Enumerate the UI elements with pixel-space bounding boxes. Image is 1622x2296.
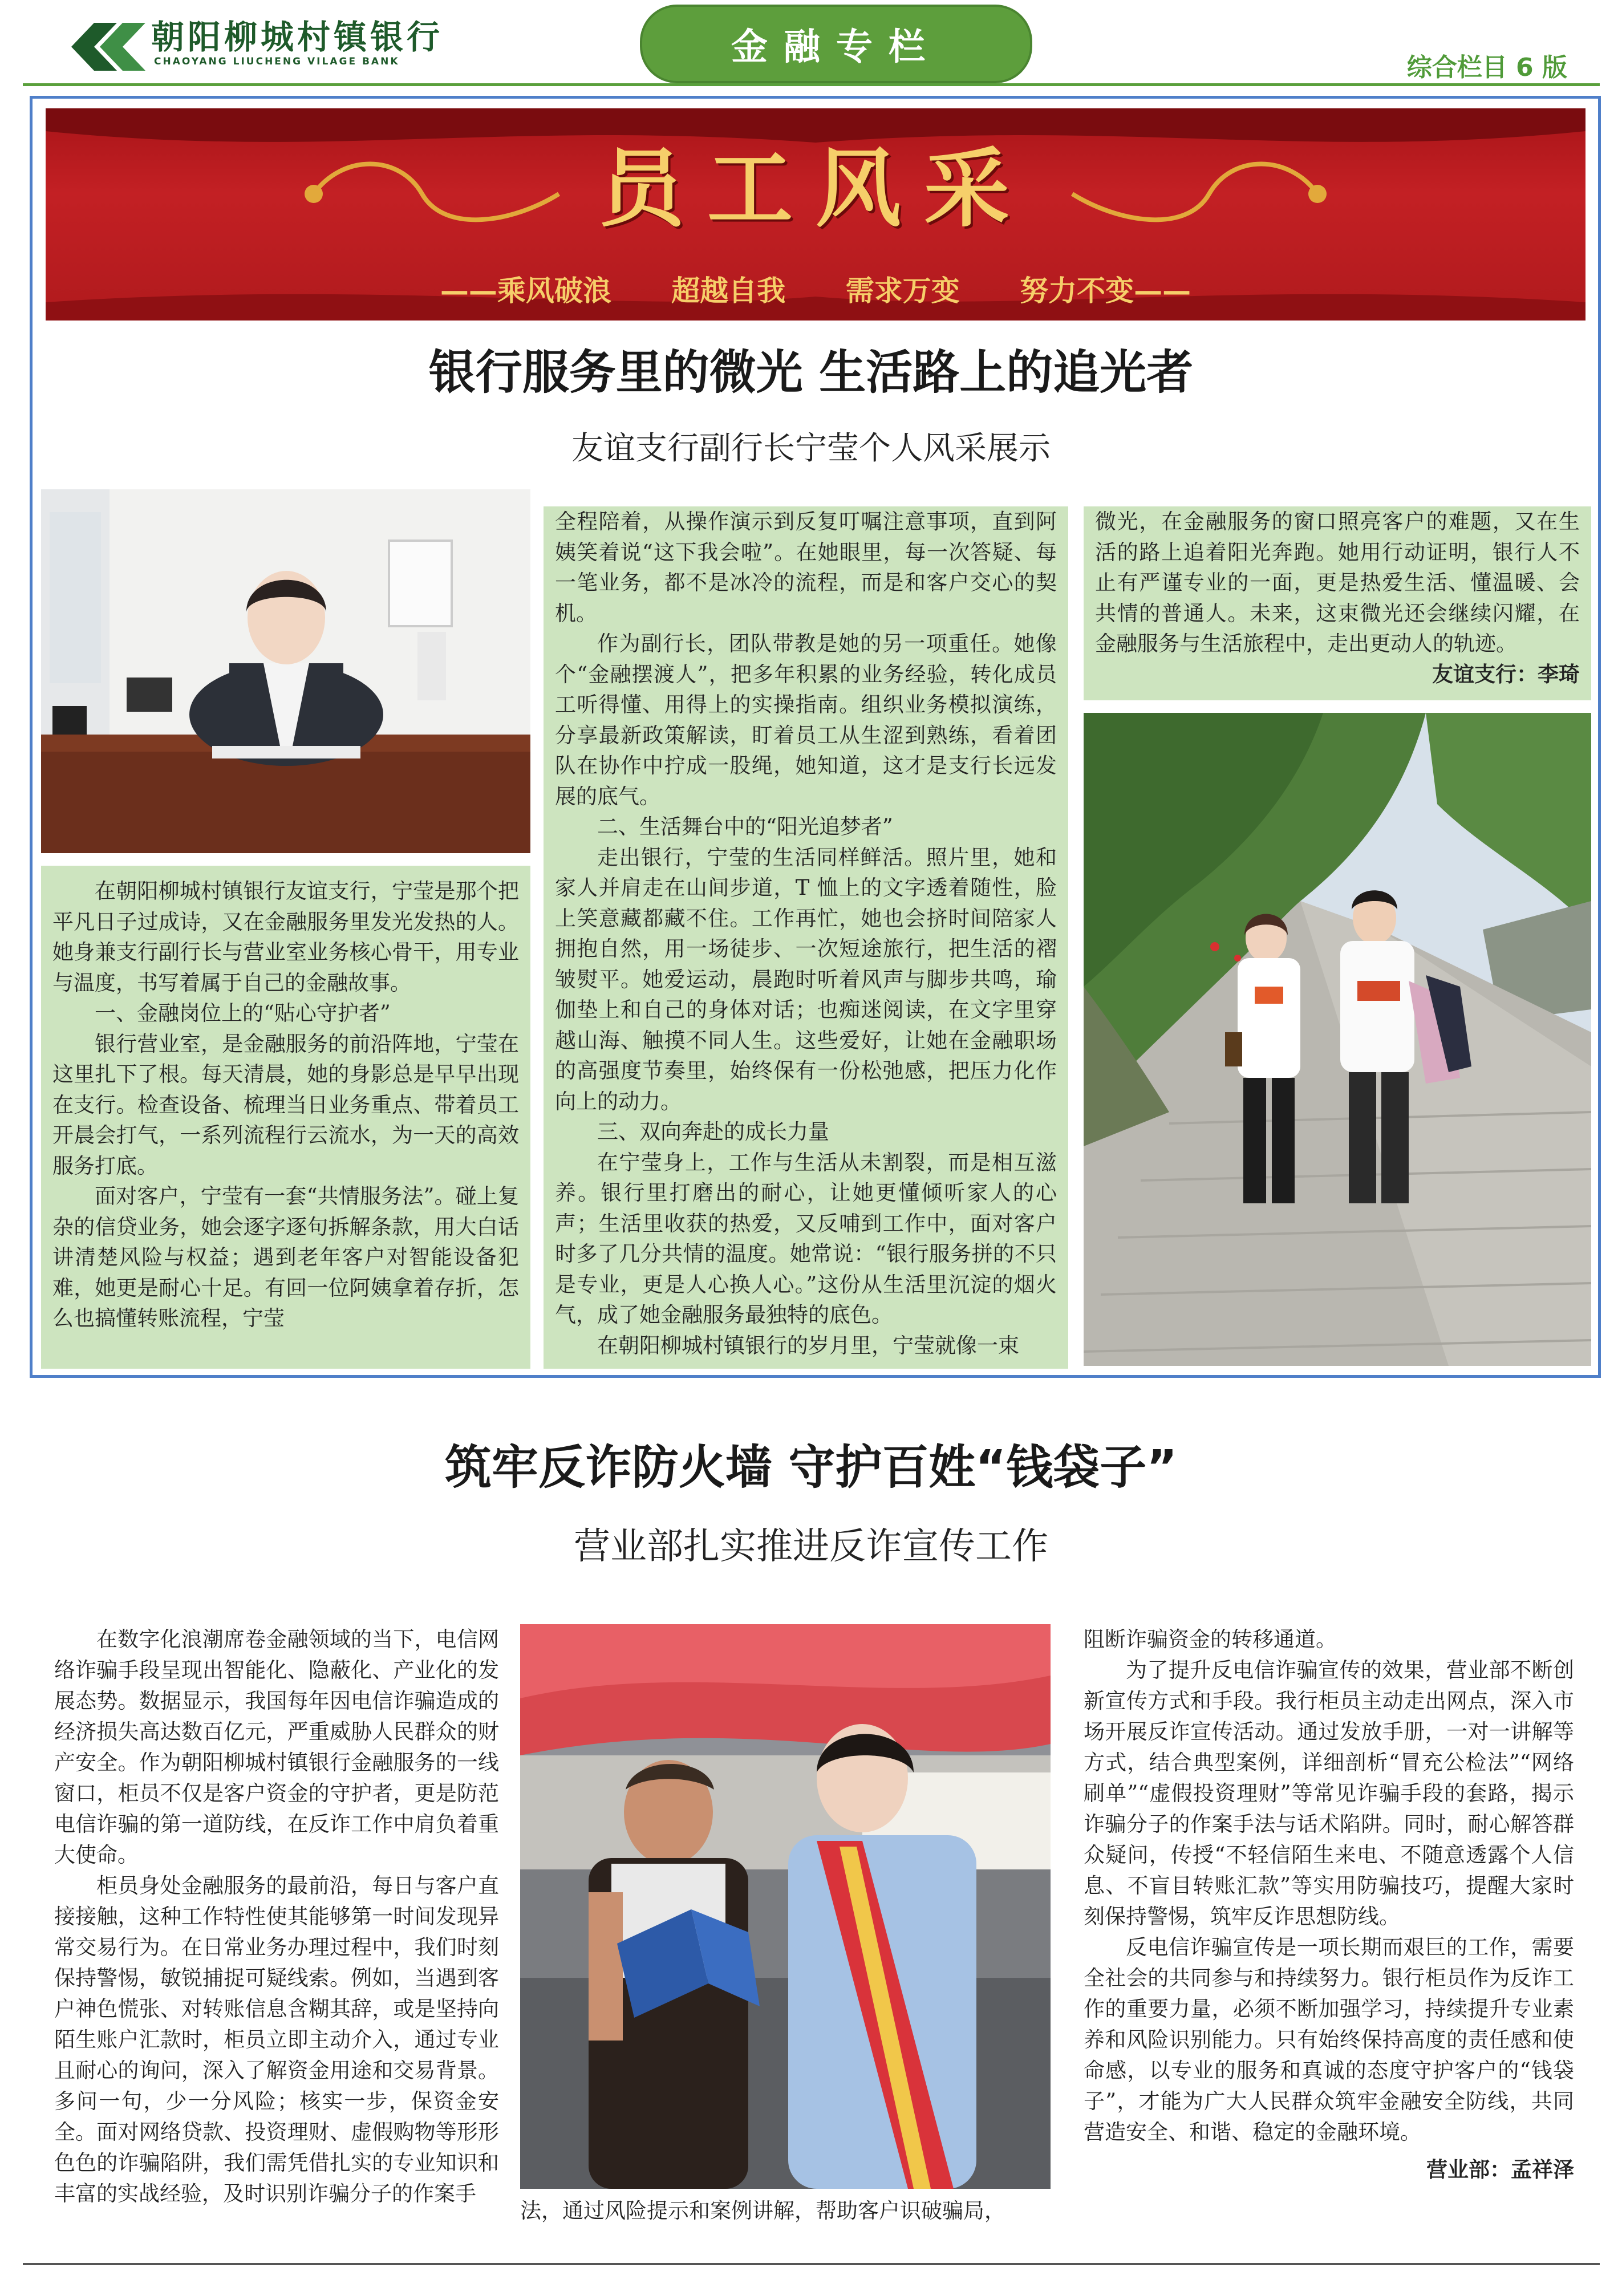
paragraph: 走出银行，宁莹的生活同样鲜活。照片里，她和家人并肩走在山间步道，T 恤上的文字透着随性，脸上笑意藏都藏不住。工作再忙，她也会挤时间陪家人拥抱自然，用一场徒步、一次短途旅行，把生活的褶皱熨平。她爱运动，晨跑时听着风声与脚步共鸣，瑜伽垫上和自己的身体对话；也痴迷阅读，在文字里穿越山海、触摸不同人生。这些爱好，让她在金融职场的高强度节奏里，始终保有一份松弛感，把压力化作向上的动力。 xyxy=(555,845,1057,1114)
banner-slogans xyxy=(46,268,1585,309)
article-title: 筑牢反诈防火墙 守护百姓“钱袋子” xyxy=(444,1441,1178,1495)
paragraph: 全程陪着，从操作演示到反复叮嘱注意事项，直到阿姨笑着说“这下我会啦”。在她眼里，每一次答疑、每一笔业务，都不是冰冷的流程，而是和客户交心的契机。 xyxy=(555,509,1057,626)
article-subtitle: 友谊支行副行长宁莹个人风采展示 xyxy=(571,430,1051,467)
section-heading: 一、金融岗位上的“贴心守护者” xyxy=(95,1001,391,1025)
paragraph: 在朝阳柳城村镇银行的岁月里，宁莹就像一束 xyxy=(597,1333,1019,1358)
paragraph: 微光，在金融服务的窗口照亮客户的难题，又在生活的路上追着阳光奔跑。她用行动证明，银行人不止有严谨专业的一面，更是热爱生活、懂温暖、会共情的普通人。未来，这束微光还会继续闪耀，在金融服务与生活旅程中，走出更动人的轨迹。 xyxy=(1095,509,1580,656)
bank-logo-icon xyxy=(60,13,151,81)
section-heading: 三、双向奔赴的成长力量 xyxy=(597,1119,829,1144)
article1-column-3 xyxy=(1084,506,1591,700)
article1-column-2 xyxy=(544,506,1068,1369)
footer-rule xyxy=(23,2263,1600,2265)
hiking-photo xyxy=(1084,713,1591,1366)
paragraph: 银行营业室，是金融服务的前沿阵地，宁莹在这里扎下了根。每天清晨，她的身影总是早早出现在支行。检查设备、梳理当日业务重点、带着员工开晨会打气，一系列流程行云流水，为一天的高效服务打底。 xyxy=(52,1031,519,1178)
article2-column-3 xyxy=(1084,1624,1574,2185)
column-banner: 金融专栏 xyxy=(640,5,1032,83)
paragraph: 在宁莹身上，工作与生活从未割裂，而是相互滋养。银行里打磨出的耐心，让她更懂倾听家人的心声；生活里收获的热爱，又反哺到工作中，面对客户时多了几分共情的温度。她常说：“银行服务拼的不只是专业，更是人心换人心。”这份从生活里沉淀的烟火气，成了她金融服务最独特的底色。 xyxy=(555,1150,1057,1327)
bank-name: 朝阳柳城村镇银行 xyxy=(151,18,444,56)
paragraph: 为了提升反电信诈骗宣传的效果，营业部不断创新宣传方式和手段。我行柜员主动走出网点，深入市场开展反诈宣传活动。通过发放手册，一对一讲解等方式，结合典型案例，详细剖析“冒充公检法”“网络刷单”“虚假投资理财”等常见诈骗手段的套路，揭示诈骗分子的作案手法与话术陷阱。同时，耐心解答群众疑问，传授“不轻信陌生来电、不随意透露个人信息、不盲目转账汇款”等实用防骗技巧，提醒大家时刻保持警惕，筑牢反诈思想防线。 xyxy=(1084,1658,1574,1929)
article2-column-1 xyxy=(54,1624,499,2209)
paragraph: 反电信诈骗宣传是一项长期而艰巨的工作，需要全社会的共同参与和持续努力。银行柜员作为反诈工作的重要力量，必须不断加强学习，持续提升专业素养和风险识别能力。只有始终保持高度的责任感和使命感，以专业的服务和真诚的态度守护客户的“钱袋子”，才能为广大人民群众筑牢金融安全防线，共同营造安全、和谐、稳定的金融环境。 xyxy=(1084,1935,1574,2144)
slogan: 努力不变—— xyxy=(1020,274,1191,307)
paragraph: 在数字化浪潮席卷金融领域的当下，电信网络诈骗手段呈现出智能化、隐蔽化、产业化的发展态势。数据显示，我国每年因电信诈骗造成的经济损失高达数百亿元，严重威胁人民群众的财产安全。作为朝阳柳城村镇银行金融服务的一线窗口，柜员不仅是客户资金的守护者，更是防范电信诈骗的第一道防线，在反诈工作中肩负着重大使命。 xyxy=(54,1627,499,1867)
banner-title: 员工风采 xyxy=(598,140,1032,239)
paragraph: 柜员身处金融服务的最前沿，每日与客户直接接触，这种工作特性使其能够第一时间发现异常交易行为。在日常业务办理过程中，我们时刻保持警惕，敏锐捕捉可疑线索。例如，当遇到客户神色慌张、对转账信息含糊其辞，或是坚持向陌生账户汇款时，柜员立即主动介入，通过专业且耐心的询问，深入了解资金用途和交易背景。多问一句，少一分风险；核实一步，保资金安全。面对网络贷款、投资理财、虚假购物等形形色色的诈骗陷阱，我们需凭借扎实的专业知识和丰富的实战经验，及时识别诈骗分子的作案手 xyxy=(54,1873,499,2206)
article1-signature: 友谊支行：李琦 xyxy=(1432,662,1580,687)
slogan: ——乘风破浪 xyxy=(440,274,611,307)
article2-signature: 营业部：孟祥泽 xyxy=(1426,2157,1574,2182)
bank-name-en: CHAOYANG LIUCHENG VILAGE BANK xyxy=(154,56,400,67)
anti-fraud-booth-photo xyxy=(520,1624,1051,2189)
header-rule xyxy=(23,83,1600,86)
paragraph: 阻断诈骗资金的转移通道。 xyxy=(1084,1627,1337,1652)
staff-banner xyxy=(46,108,1585,321)
article2-column-2 xyxy=(520,2196,1051,2226)
paragraph: 作为副行长，团队带教是她的另一项重任。她像个“金融摆渡人”，把多年积累的业务经验，转化成员工听得懂、用得上的实操指南。组织业务模拟演练，分享最新政策解读，盯着员工从生涩到熟练，看着团队在协作中拧成一股绳，她知道，这才是支行长远发展的底气。 xyxy=(555,631,1057,809)
section-heading: 二、生活舞台中的“阳光追梦者” xyxy=(597,814,893,839)
article1-column-1 xyxy=(41,866,530,1369)
article-title: 银行服务里的微光 生活路上的追光者 xyxy=(428,346,1194,400)
article-subtitle: 营业部扎实推进反诈宣传工作 xyxy=(574,1526,1048,1568)
paragraph: 面对客户，宁莹有一套“共情服务法”。碰上复杂的信贷业务，她会逐字逐句拆解条款，用大白话讲清楚风险与权益；遇到老年客户对智能设备犯难，她更是耐心十足。有回一位阿姨拿着存折，怎么也搞懂转账流程，宁莹 xyxy=(52,1184,519,1330)
slogan: 超越自我 xyxy=(671,274,786,307)
paragraph: 法，通过风险提示和案例讲解，帮助客户识破骗局， xyxy=(520,2198,1005,2223)
page-label: 综合栏目 6 版 xyxy=(1406,53,1567,82)
paragraph: 在朝阳柳城村镇银行友谊支行，宁莹是那个把平凡日子过成诗，又在金融服务里发光发热的人。她身兼支行副行长与营业室业务核心骨干，用专业与温度，书写着属于自己的金融故事。 xyxy=(52,879,519,995)
slogan: 需求万变 xyxy=(845,274,960,307)
office-photo xyxy=(41,489,530,853)
